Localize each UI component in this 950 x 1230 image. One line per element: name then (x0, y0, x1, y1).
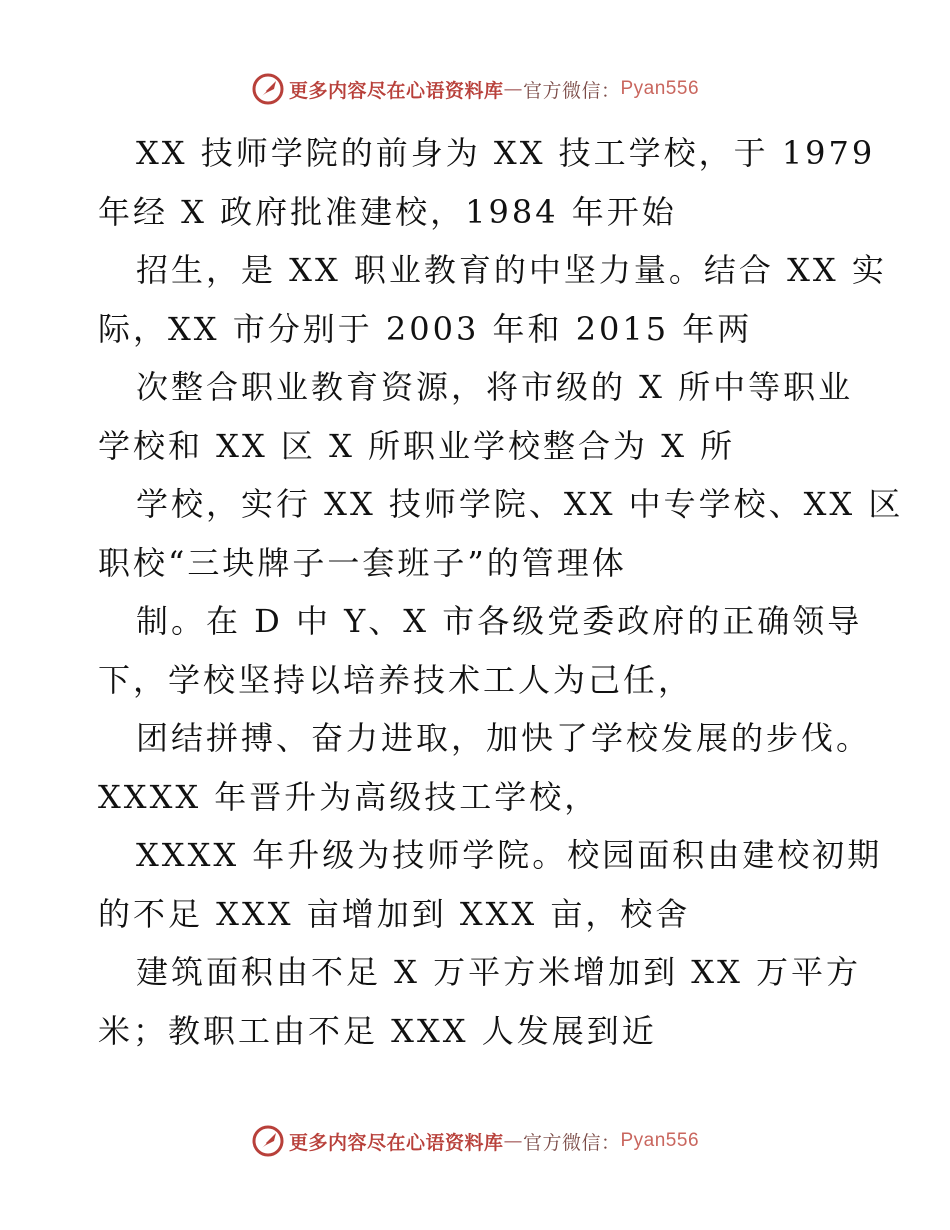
paragraph-line: 年经 X 政府批准建校，1984 年开始 (98, 192, 677, 231)
watermark-official-label: 官方微信： (522, 1131, 621, 1154)
watermark-wechat-id: Pyan556 (620, 1130, 700, 1151)
watermark-official-label: 官方微信： (522, 79, 621, 102)
watermark-brand: 更多内容尽在心语资料库 (288, 1131, 504, 1154)
paragraph-line: 米；教职工由不足 XXX 人发展到近 (98, 1011, 657, 1050)
paragraph-line: 的不足 XXX 亩增加到 XXX 亩，校舍 (98, 894, 691, 933)
watermark-brand: 更多内容尽在心语资料库 (288, 79, 504, 102)
paragraph-line: 学校和 XX 区 X 所职业学校整合为 X 所 (98, 426, 736, 465)
paragraph-line: XXXX 年升级为技师学院。校园面积由建校初期 (136, 836, 883, 874)
paragraph-line: 学校，实行 XX 技师学院、XX 中专学校、XX 区 (136, 485, 904, 523)
quill-logo-icon (251, 1124, 285, 1158)
paragraph-line: 际，XX 市分别于 2003 年和 2015 年两 (98, 309, 753, 348)
paragraph-line: 次整合职业教育资源，将市级的 X 所中等职业 (136, 368, 854, 406)
paragraph-line: 下，学校坚持以培养技术工人为己任， (98, 660, 694, 699)
footer-watermark (0, 1124, 950, 1158)
paragraph-line: 制。在 D 中 Y、X 市各级党委政府的正确领导 (136, 602, 863, 640)
paragraph-line: 建筑面积由不足 X 万平方米增加到 XX 万平方 (136, 953, 862, 991)
paragraph-line: 职校“三块牌子一套班子”的管理体 (98, 543, 627, 582)
watermark-wechat-id: Pyan556 (620, 78, 700, 99)
paragraph-line: 团结拼搏、奋力进取，加快了学校发展的步伐。 (136, 719, 872, 757)
paragraph-line: XXXX 年晋升为高级技工学校， (98, 777, 600, 816)
paragraph-line: XX 技师学院的前身为 XX 技工学校，于 1979 (136, 134, 876, 172)
paragraph-line: 招生，是 XX 职业教育的中坚力量。结合 XX 实 (136, 251, 887, 289)
watermark-separator: — (503, 1130, 523, 1152)
header-watermark (0, 72, 950, 106)
quill-logo-icon (251, 72, 285, 106)
document-body (98, 124, 904, 1060)
watermark-separator: — (503, 78, 523, 100)
